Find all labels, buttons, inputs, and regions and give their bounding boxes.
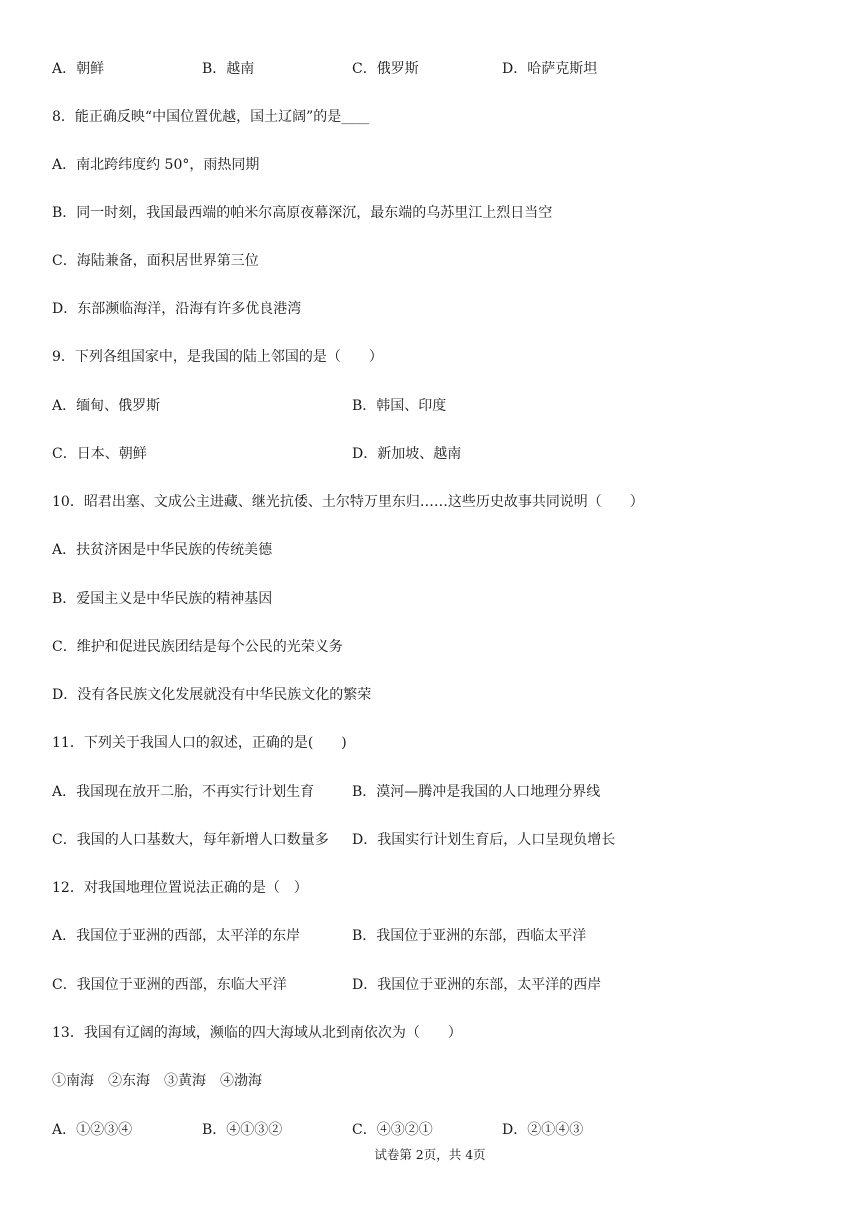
q8-option-b: B．同一时刻，我国最西端的帕米尔高原夜幕深沉，最东端的乌苏里江上烈日当空 xyxy=(52,205,553,221)
q11-option-d: D．我国实行计划生育后，人口呈现负增长 xyxy=(352,832,616,848)
q8-option-c: C．海陆兼备，面积居世界第三位 xyxy=(52,253,259,269)
q7-option-a: A．朝鲜 xyxy=(52,61,105,77)
q13-option-a: A．①②③④ xyxy=(52,1122,133,1138)
q8-stem: 8．能正确反映“中国位置优越，国土辽阔”的是____ xyxy=(52,109,370,125)
q11-option-a: A．我国现在放开二胎，不再实行计划生育 xyxy=(52,784,315,800)
q11-option-b: B．漠河—腾冲是我国的人口地理分界线 xyxy=(352,784,601,800)
q12-stem: 12．对我国地理位置说法正确的是（ ） xyxy=(52,880,308,896)
q13-option-d: D．②①④③ xyxy=(502,1122,584,1138)
q9-option-a: A．缅甸、俄罗斯 xyxy=(52,398,161,414)
q7-option-d: D．哈萨克斯坦 xyxy=(502,61,598,77)
q7-option-c: C．俄罗斯 xyxy=(352,61,419,77)
q10-option-a: A．扶贫济困是中华民族的传统美德 xyxy=(52,542,273,558)
q12-option-d: D．我国位于亚洲的东部，太平洋的西岸 xyxy=(352,977,602,993)
q13-option-b: B．④①③② xyxy=(202,1122,283,1138)
q10-option-c: C．维护和促进民族团结是每个公民的光荣义务 xyxy=(52,639,343,655)
q10-option-d: D．没有各民族文化发展就没有中华民族文化的繁荣 xyxy=(52,687,372,703)
q8-option-a: A．南北跨纬度约 50°，雨热同期 xyxy=(52,157,260,173)
page-footer: 试卷第 2页，共 4页 xyxy=(374,1147,486,1162)
q7-option-b: B．越南 xyxy=(202,61,255,77)
q12-option-c: C．我国位于亚洲的西部，东临大平洋 xyxy=(52,977,287,993)
q9-option-d: D．新加坡、越南 xyxy=(352,446,462,462)
q13-items: ①南海 ②东海 ③黄海 ④渤海 xyxy=(52,1073,262,1089)
q13-option-c: C．④③②① xyxy=(352,1122,433,1138)
q12-option-a: A．我国位于亚洲的西部，太平洋的东岸 xyxy=(52,928,301,944)
q10-option-b: B．爱国主义是中华民族的精神基因 xyxy=(52,591,273,607)
q9-option-b: B．韩国、印度 xyxy=(352,398,447,414)
q12-option-b: B．我国位于亚洲的东部，西临太平洋 xyxy=(352,928,587,944)
q8-option-d: D．东部濒临海洋，沿海有许多优良港湾 xyxy=(52,301,302,317)
q11-stem: 11．下列关于我国人口的叙述，正确的是( ) xyxy=(52,735,347,751)
q11-option-c: C．我国的人口基数大，每年新增人口数量多 xyxy=(52,832,329,848)
q9-option-c: C．日本、朝鲜 xyxy=(52,446,147,462)
q10-stem: 10．昭君出塞、文成公主进藏、继光抗倭、土尔特万里东归……这些历史故事共同说明（ ） xyxy=(52,494,644,510)
q13-stem: 13．我国有辽阔的海域，濒临的四大海域从北到南依次为（ ） xyxy=(52,1025,462,1041)
q9-stem: 9．下列各组国家中，是我国的陆上邻国的是（ ） xyxy=(52,349,383,365)
